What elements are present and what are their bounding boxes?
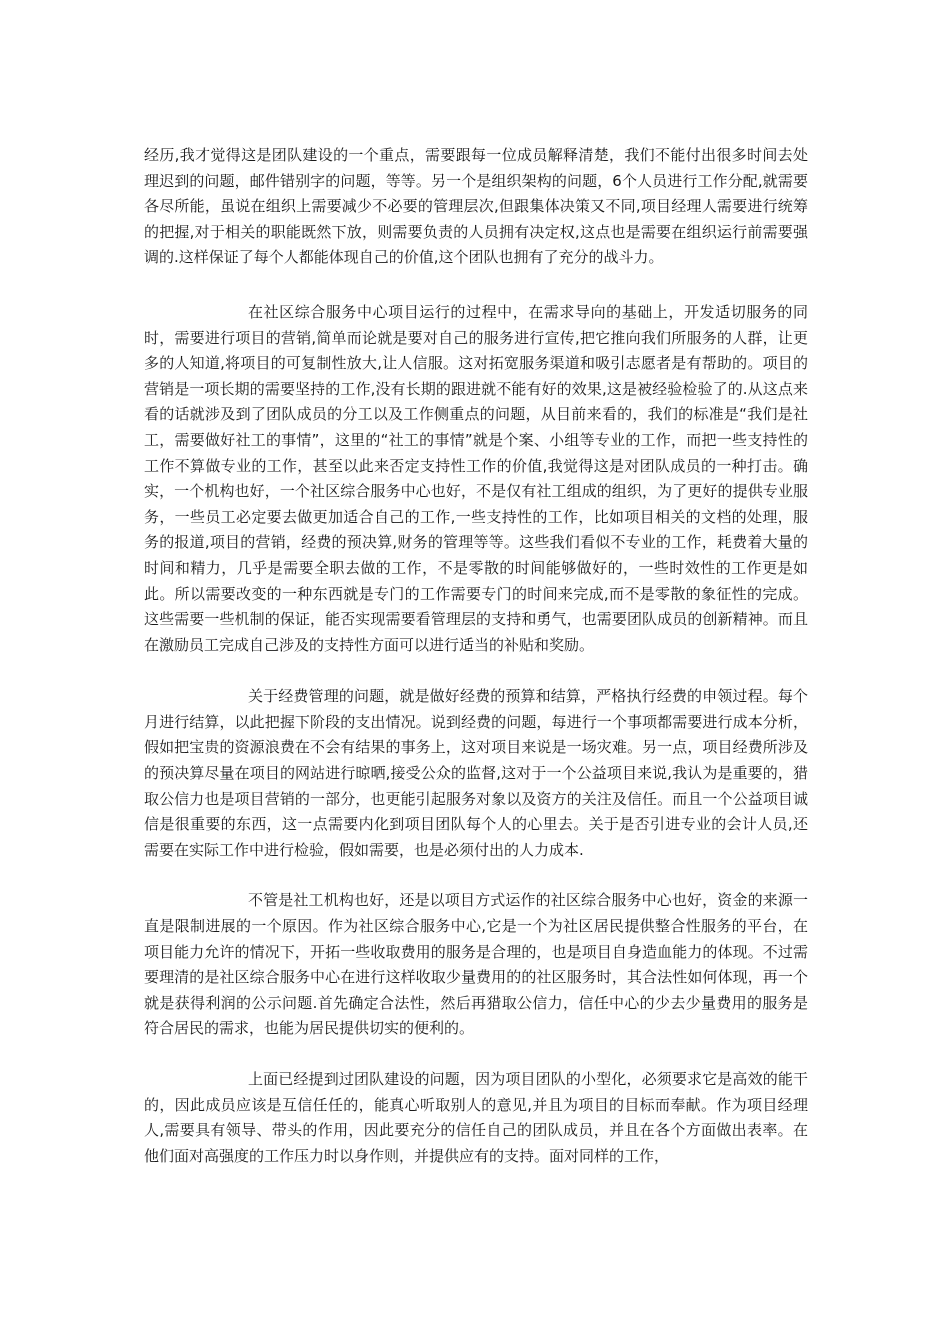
paragraph-funding-sources: 不管是社工机构也好，还是以项目方式运作的社区综合服务中心也好，资金的来源一直是限制进展的一个原因。作为社区综合服务中心,它是一个为社区居民提供整合性服务的平台，在项目能力允许的情况下，开拓一些收取费用的服务是合理的，也是项目自身造血能力的体现。不过需要理清的是社区综合服务中心在进行这样收取少量费用的的社区服务时，其合法性如何体现，再一个就是获得利润的公示问题.首先确定合法性，然后再猎取公信力，信任中心的少去少量费用的服务是符合居民的需求，也能为居民提供切实的便利的。 bbox=[144, 891, 808, 1038]
paragraph-team-building: 经历,我才觉得这是团队建设的一个重点，需要跟每一位成员解释清楚，我们不能付出很多时间去处理迟到的问题，邮件错别字的问题，等等。另一个是组织架构的问题，6个人员进行工作分配,就需要各尽所能，虽说在组织上需要减少不必要的管理层次,但跟集体决策又不同,项目经理人需要进行统筹的把握,对于相关的职能既然下放，则需要负责的人员拥有决定权,这点也是需要在组织运行前需要强调的.这样保证了每个人都能体现自己的价值,这个团队也拥有了充分的战斗力。 bbox=[144, 146, 808, 267]
paragraph-project-marketing: 在社区综合服务中心项目运行的过程中，在需求导向的基础上，开发适切服务的同时，需要进行项目的营销,简单而论就是要对自己的服务进行宣传,把它推向我们所服务的人群，让更多的人知道,将项目的可复制性放大,让人信服。这对拓宽服务渠道和吸引志愿者是有帮助的。项目的营销是一项长期的需要坚持的工作,没有长期的跟进就不能有好的效果,这是被经验检验了的.从这点来看的话就涉及到了团队成员的分工以及工作侧重点的问题，从目前来看的，我们的标准是“我们是社工，需要做好社工的事情”，这里的“社工的事情”就是个案、小组等专业的工作，而把一些支持性的工作不算做专业的工作，甚至以此来否定支持性工作的价值,我觉得这是对团队成员的一种打击。确实，一个机构也好，一个社区综合服务中心也好，不是仅有社工组成的组织，为了更好的提供专业服务，一些员工必定要去做更加适合自己的工作,一些支持性的工作，比如项目相关的文档的处理，服务的报道,项目的营销，经费的预决算,财务的管理等等。这些我们看似不专业的工作，耗费着大量的时间和精力，几乎是需要全职去做的工作，不是零散的时间能够做好的，一些时效性的工作更是如此。所以需要改变的一种东西就是专门的工作需要专门的时间来完成,而不是零散的象征性的完成。这些需要一些机制的保证，能否实现需要看管理层的支持和勇气，也需要团队成员的创新精神。而且在激励员工完成自己涉及的支持性方面可以进行适当的补贴和奖励。 bbox=[144, 302, 808, 654]
paragraph-team-leadership: 上面已经提到过团队建设的问题，因为项目团队的小型化，必须要求它是高效的能干的，因此成员应该是互信任任的，能真心听取别人的意见,并且为项目的目标而奉献。作为项目经理人,需要具有领导、带头的作用，因此要充分的信任自己的团队成员，并且在各个方面做出表率。在他们面对高强度的工作压力时以身作则，并提供应有的支持。面对同样的工作， bbox=[144, 1070, 808, 1165]
paragraph-funding-management: 关于经费管理的问题，就是做好经费的预算和结算，严格执行经费的申领过程。每个月进行结算，以此把握下阶段的支出情况。说到经费的问题，每进行一个事项都需要进行成本分析，假如把宝贵的资源浪费在不会有结果的事务上，这对项目来说是一场灾难。另一点，项目经费所涉及的预决算尽量在项目的网站进行晾晒,接受公众的监督,这对于一个公益项目来说,我认为是重要的，猎取公信力也是项目营销的一部分，也更能引起服务对象以及资方的关注及信任。而且一个公益项目诚信是很重要的东西，这一点需要内化到项目团队每个人的心里去。关于是否引进专业的会计人员,还需要在实际工作中进行检验，假如需要，也是必须付出的人力成本. bbox=[144, 687, 808, 859]
document-page bbox=[144, 143, 808, 1169]
